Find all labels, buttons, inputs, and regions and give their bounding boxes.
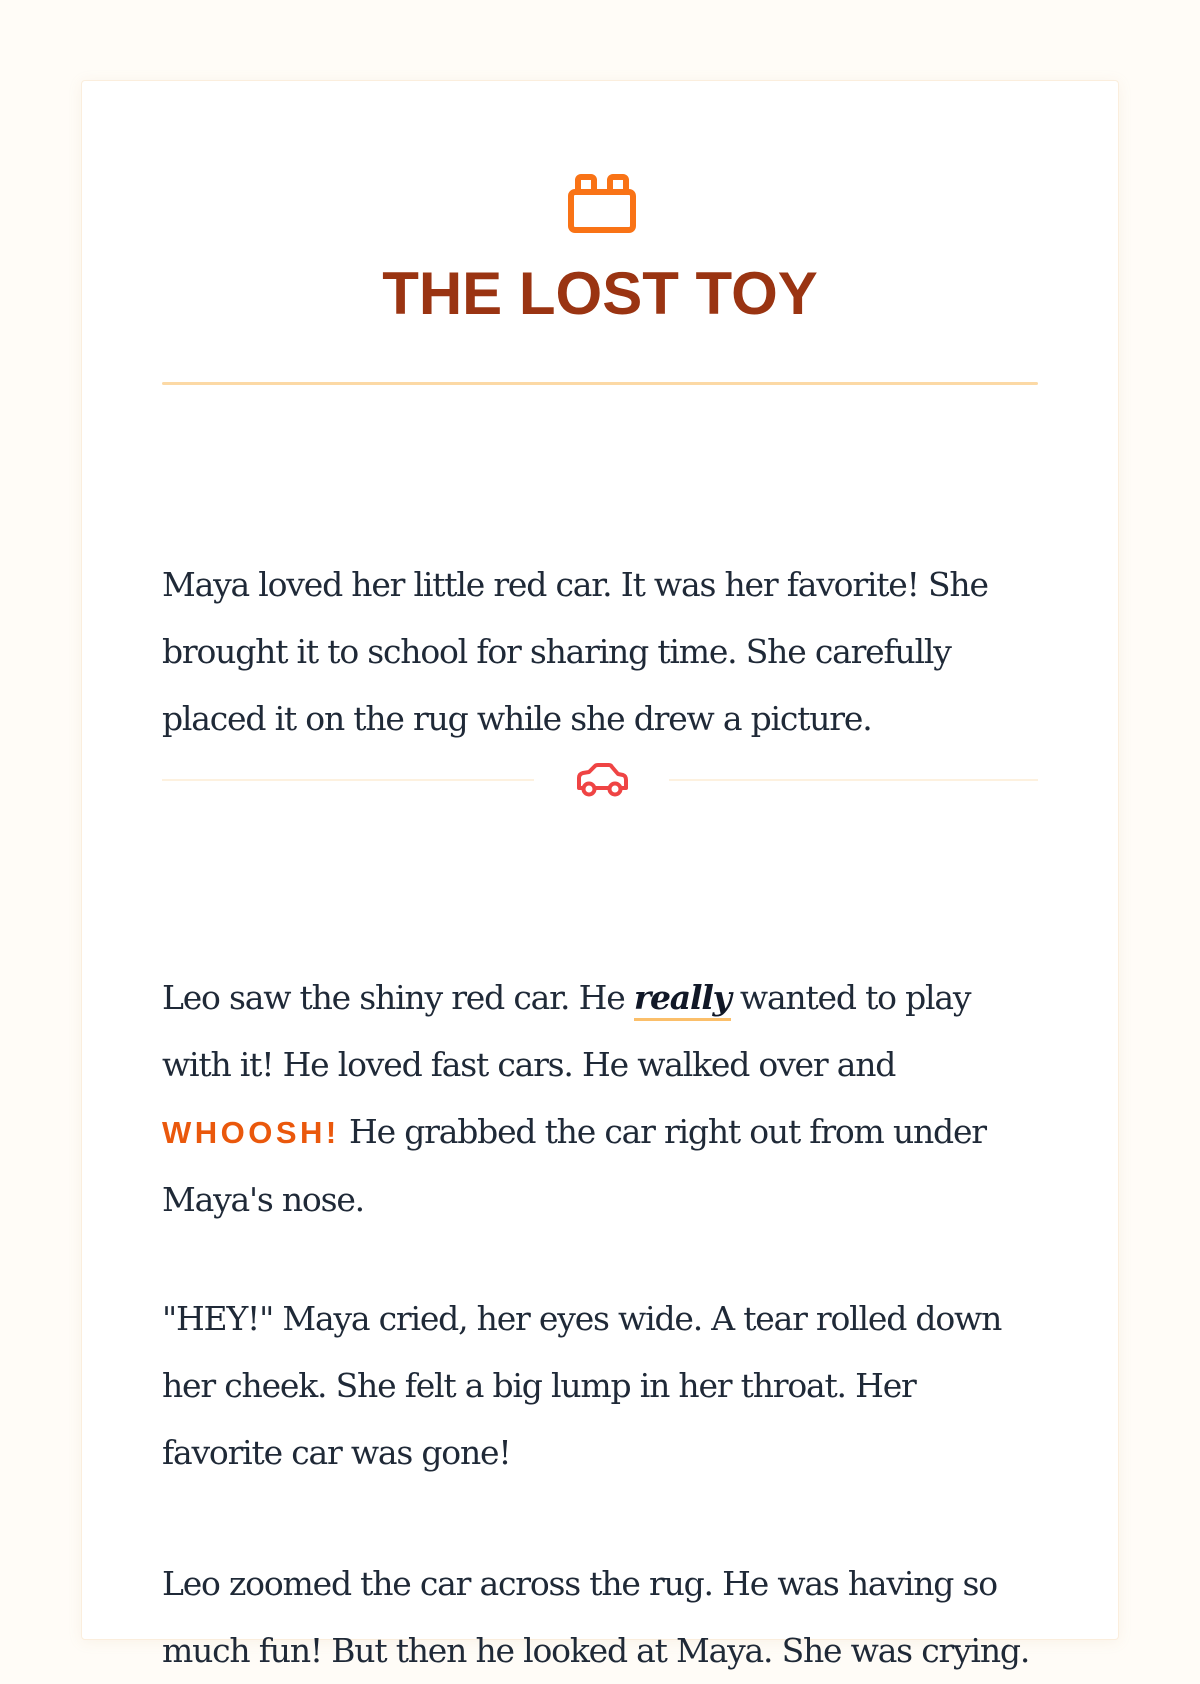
story-card	[81, 80, 1119, 1670]
story-paragraph-2	[162, 964, 1038, 1233]
paragraph-2-text-middle: wanted to play with it! He loved fast cars. He walked over and	[162, 978, 971, 1084]
car-icon	[576, 763, 628, 797]
section-divider-right	[669, 779, 1038, 781]
story-paragraph-1: Maya loved her little red car. It was her favorite! She brought it to school for sharing time. She carefully placed it on the rug while she drew a picture.	[162, 565, 988, 738]
story-title: THE LOST TOY	[382, 260, 818, 327]
title-divider	[162, 382, 1038, 385]
paragraph-2-text-start: Leo saw the shiny red car. He	[162, 978, 634, 1017]
story-paragraph-3: "HEY!" Maya cried, her eyes wide. A tear rolled down her cheek. She felt a big lump in her throat. Her favorite car was gone!	[162, 1299, 1002, 1472]
emphasized-word: really	[634, 978, 731, 1021]
sound-effect: WHOOSH!	[162, 1115, 340, 1150]
toy-block-icon	[567, 172, 637, 234]
story-paragraph-4: Leo zoomed the car across the rug. He was having so much fun! But then he looked at Maya. She was crying.	[162, 1564, 1030, 1670]
paragraph-2-text-end: He grabbed the car right out from under Maya's nose.	[162, 1112, 986, 1219]
section-divider-left	[162, 779, 534, 781]
